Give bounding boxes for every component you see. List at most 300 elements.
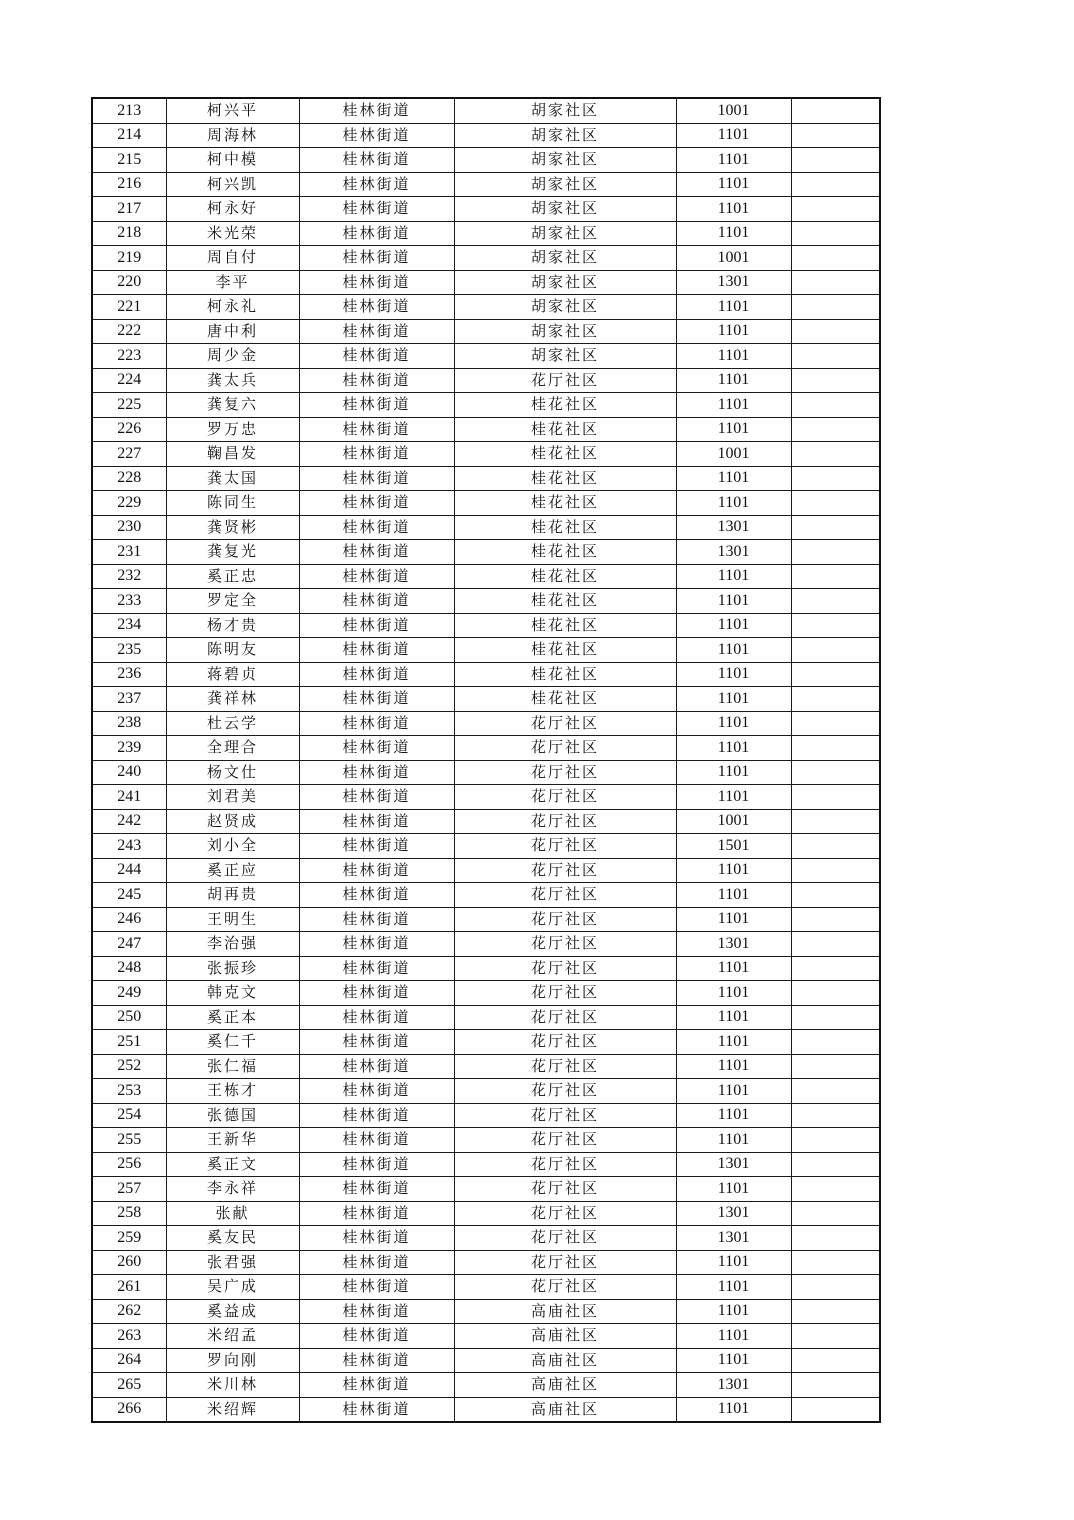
code-cell: 1101 [676, 687, 791, 712]
note-cell [791, 589, 880, 614]
person-name-cell: 米川林 [166, 1373, 299, 1398]
row-number-cell: 251 [92, 1030, 166, 1055]
community-cell: 高庙社区 [454, 1324, 676, 1349]
community-cell: 胡家社区 [454, 246, 676, 271]
table-row [92, 1054, 880, 1079]
table-row [92, 221, 880, 246]
person-name-cell: 韩克文 [166, 981, 299, 1006]
row-number-cell: 236 [92, 662, 166, 687]
table-row [92, 123, 880, 148]
row-number-cell: 215 [92, 148, 166, 173]
code-cell: 1101 [676, 711, 791, 736]
community-cell: 桂花社区 [454, 687, 676, 712]
street-cell: 桂林街道 [299, 1079, 454, 1104]
row-number-cell: 257 [92, 1177, 166, 1202]
person-name-cell: 全理合 [166, 736, 299, 761]
code-cell: 1101 [676, 1397, 791, 1422]
row-number-cell: 219 [92, 246, 166, 271]
community-cell: 花厅社区 [454, 1152, 676, 1177]
person-name-cell: 米光荣 [166, 221, 299, 246]
person-name-cell: 王栋才 [166, 1079, 299, 1104]
street-cell: 桂林街道 [299, 197, 454, 222]
note-cell [791, 319, 880, 344]
street-cell: 桂林街道 [299, 1177, 454, 1202]
street-cell: 桂林街道 [299, 1348, 454, 1373]
table-row [92, 1299, 880, 1324]
table-row [92, 1226, 880, 1251]
community-cell: 胡家社区 [454, 270, 676, 295]
row-number-cell: 264 [92, 1348, 166, 1373]
code-cell: 1101 [676, 172, 791, 197]
person-name-cell: 柯中模 [166, 148, 299, 173]
street-cell: 桂林街道 [299, 1373, 454, 1398]
note-cell [791, 907, 880, 932]
roster-table [91, 97, 881, 1423]
table-row [92, 319, 880, 344]
community-cell: 桂花社区 [454, 417, 676, 442]
community-cell: 桂花社区 [454, 491, 676, 516]
street-cell: 桂林街道 [299, 1250, 454, 1275]
note-cell [791, 809, 880, 834]
person-name-cell: 赵贤成 [166, 809, 299, 834]
table-row [92, 785, 880, 810]
person-name-cell: 龚贤彬 [166, 515, 299, 540]
table-row [92, 540, 880, 565]
note-cell [791, 393, 880, 418]
row-number-cell: 218 [92, 221, 166, 246]
code-cell: 1301 [676, 540, 791, 565]
table-row [92, 1177, 880, 1202]
row-number-cell: 216 [92, 172, 166, 197]
table-row [92, 760, 880, 785]
code-cell: 1301 [676, 1152, 791, 1177]
roster-table-body [92, 98, 880, 1422]
street-cell: 桂林街道 [299, 858, 454, 883]
table-row [92, 834, 880, 859]
note-cell [791, 785, 880, 810]
table-row [92, 956, 880, 981]
note-cell [791, 1324, 880, 1349]
row-number-cell: 259 [92, 1226, 166, 1251]
person-name-cell: 周少金 [166, 344, 299, 369]
code-cell: 1101 [676, 1299, 791, 1324]
code-cell: 1101 [676, 295, 791, 320]
table-row [92, 1152, 880, 1177]
table-row [92, 1201, 880, 1226]
community-cell: 花厅社区 [454, 1250, 676, 1275]
street-cell: 桂林街道 [299, 981, 454, 1006]
code-cell: 1101 [676, 1324, 791, 1349]
row-number-cell: 214 [92, 123, 166, 148]
note-cell [791, 1054, 880, 1079]
person-name-cell: 龚复六 [166, 393, 299, 418]
community-cell: 花厅社区 [454, 1201, 676, 1226]
street-cell: 桂林街道 [299, 295, 454, 320]
row-number-cell: 217 [92, 197, 166, 222]
code-cell: 1101 [676, 417, 791, 442]
note-cell [791, 123, 880, 148]
person-name-cell: 奚正应 [166, 858, 299, 883]
community-cell: 桂花社区 [454, 638, 676, 663]
street-cell: 桂林街道 [299, 711, 454, 736]
table-row [92, 466, 880, 491]
note-cell [791, 1226, 880, 1251]
community-cell: 花厅社区 [454, 1005, 676, 1030]
code-cell: 1101 [676, 1177, 791, 1202]
person-name-cell: 吴广成 [166, 1275, 299, 1300]
note-cell [791, 1299, 880, 1324]
code-cell: 1301 [676, 1201, 791, 1226]
person-name-cell: 杨文仕 [166, 760, 299, 785]
note-cell [791, 172, 880, 197]
code-cell: 1301 [676, 1373, 791, 1398]
table-row [92, 393, 880, 418]
note-cell [791, 246, 880, 271]
row-number-cell: 221 [92, 295, 166, 320]
community-cell: 花厅社区 [454, 785, 676, 810]
note-cell [791, 491, 880, 516]
code-cell: 1301 [676, 1226, 791, 1251]
table-row [92, 687, 880, 712]
note-cell [791, 858, 880, 883]
person-name-cell: 奚正本 [166, 1005, 299, 1030]
code-cell: 1101 [676, 736, 791, 761]
table-row [92, 907, 880, 932]
community-cell: 胡家社区 [454, 98, 676, 123]
street-cell: 桂林街道 [299, 1128, 454, 1153]
code-cell: 1101 [676, 123, 791, 148]
note-cell [791, 515, 880, 540]
row-number-cell: 232 [92, 564, 166, 589]
note-cell [791, 221, 880, 246]
person-name-cell: 胡再贵 [166, 883, 299, 908]
row-number-cell: 249 [92, 981, 166, 1006]
code-cell: 1101 [676, 1079, 791, 1104]
community-cell: 桂花社区 [454, 662, 676, 687]
table-row [92, 1373, 880, 1398]
row-number-cell: 237 [92, 687, 166, 712]
table-row [92, 148, 880, 173]
note-cell [791, 148, 880, 173]
code-cell: 1101 [676, 1054, 791, 1079]
row-number-cell: 245 [92, 883, 166, 908]
community-cell: 花厅社区 [454, 956, 676, 981]
street-cell: 桂林街道 [299, 932, 454, 957]
street-cell: 桂林街道 [299, 368, 454, 393]
community-cell: 花厅社区 [454, 1103, 676, 1128]
code-cell: 1101 [676, 613, 791, 638]
row-number-cell: 227 [92, 442, 166, 467]
person-name-cell: 奚仁千 [166, 1030, 299, 1055]
note-cell [791, 1152, 880, 1177]
street-cell: 桂林街道 [299, 1324, 454, 1349]
street-cell: 桂林街道 [299, 956, 454, 981]
code-cell: 1101 [676, 589, 791, 614]
community-cell: 胡家社区 [454, 221, 676, 246]
code-cell: 1101 [676, 1250, 791, 1275]
note-cell [791, 932, 880, 957]
street-cell: 桂林街道 [299, 1397, 454, 1422]
code-cell: 1101 [676, 760, 791, 785]
street-cell: 桂林街道 [299, 1103, 454, 1128]
note-cell [791, 834, 880, 859]
row-number-cell: 226 [92, 417, 166, 442]
person-name-cell: 杨才贵 [166, 613, 299, 638]
table-row [92, 564, 880, 589]
code-cell: 1101 [676, 883, 791, 908]
note-cell [791, 466, 880, 491]
community-cell: 花厅社区 [454, 1054, 676, 1079]
code-cell: 1101 [676, 638, 791, 663]
row-number-cell: 260 [92, 1250, 166, 1275]
code-cell: 1101 [676, 564, 791, 589]
note-cell [791, 1275, 880, 1300]
person-name-cell: 杜云学 [166, 711, 299, 736]
code-cell: 1101 [676, 1128, 791, 1153]
row-number-cell: 235 [92, 638, 166, 663]
row-number-cell: 266 [92, 1397, 166, 1422]
code-cell: 1301 [676, 515, 791, 540]
person-name-cell: 张德国 [166, 1103, 299, 1128]
note-cell [791, 295, 880, 320]
note-cell [791, 1250, 880, 1275]
code-cell: 1101 [676, 662, 791, 687]
row-number-cell: 263 [92, 1324, 166, 1349]
table-row [92, 442, 880, 467]
street-cell: 桂林街道 [299, 785, 454, 810]
table-row [92, 981, 880, 1006]
table-row [92, 736, 880, 761]
code-cell: 1501 [676, 834, 791, 859]
street-cell: 桂林街道 [299, 344, 454, 369]
row-number-cell: 229 [92, 491, 166, 516]
person-name-cell: 李平 [166, 270, 299, 295]
code-cell: 1101 [676, 1348, 791, 1373]
code-cell: 1101 [676, 148, 791, 173]
community-cell: 胡家社区 [454, 319, 676, 344]
table-row [92, 1030, 880, 1055]
row-number-cell: 233 [92, 589, 166, 614]
street-cell: 桂林街道 [299, 662, 454, 687]
street-cell: 桂林街道 [299, 1030, 454, 1055]
person-name-cell: 刘君美 [166, 785, 299, 810]
code-cell: 1101 [676, 466, 791, 491]
street-cell: 桂林街道 [299, 491, 454, 516]
street-cell: 桂林街道 [299, 98, 454, 123]
table-row [92, 1103, 880, 1128]
row-number-cell: 230 [92, 515, 166, 540]
note-cell [791, 662, 880, 687]
person-name-cell: 张君强 [166, 1250, 299, 1275]
row-number-cell: 258 [92, 1201, 166, 1226]
person-name-cell: 唐中利 [166, 319, 299, 344]
community-cell: 花厅社区 [454, 932, 676, 957]
street-cell: 桂林街道 [299, 907, 454, 932]
community-cell: 花厅社区 [454, 883, 676, 908]
code-cell: 1101 [676, 981, 791, 1006]
row-number-cell: 252 [92, 1054, 166, 1079]
code-cell: 1101 [676, 1005, 791, 1030]
community-cell: 桂花社区 [454, 540, 676, 565]
note-cell [791, 883, 880, 908]
person-name-cell: 米绍辉 [166, 1397, 299, 1422]
note-cell [791, 197, 880, 222]
community-cell: 高庙社区 [454, 1348, 676, 1373]
code-cell: 1101 [676, 221, 791, 246]
code-cell: 1101 [676, 197, 791, 222]
community-cell: 胡家社区 [454, 172, 676, 197]
table-row [92, 344, 880, 369]
community-cell: 花厅社区 [454, 907, 676, 932]
code-cell: 1101 [676, 1030, 791, 1055]
code-cell: 1301 [676, 270, 791, 295]
code-cell: 1101 [676, 785, 791, 810]
row-number-cell: 225 [92, 393, 166, 418]
code-cell: 1001 [676, 246, 791, 271]
community-cell: 桂花社区 [454, 564, 676, 589]
community-cell: 桂花社区 [454, 466, 676, 491]
person-name-cell: 柯永好 [166, 197, 299, 222]
person-name-cell: 王明生 [166, 907, 299, 932]
community-cell: 花厅社区 [454, 1128, 676, 1153]
person-name-cell: 奚正文 [166, 1152, 299, 1177]
row-number-cell: 224 [92, 368, 166, 393]
street-cell: 桂林街道 [299, 589, 454, 614]
code-cell: 1101 [676, 491, 791, 516]
street-cell: 桂林街道 [299, 1152, 454, 1177]
table-row [92, 711, 880, 736]
person-name-cell: 张振珍 [166, 956, 299, 981]
note-cell [791, 1103, 880, 1128]
row-number-cell: 220 [92, 270, 166, 295]
table-row [92, 809, 880, 834]
code-cell: 1101 [676, 956, 791, 981]
code-cell: 1101 [676, 858, 791, 883]
person-name-cell: 奚友民 [166, 1226, 299, 1251]
table-row [92, 1397, 880, 1422]
person-name-cell: 蒋碧贞 [166, 662, 299, 687]
code-cell: 1101 [676, 1103, 791, 1128]
community-cell: 胡家社区 [454, 295, 676, 320]
community-cell: 花厅社区 [454, 760, 676, 785]
row-number-cell: 234 [92, 613, 166, 638]
note-cell [791, 1348, 880, 1373]
table-row [92, 1005, 880, 1030]
street-cell: 桂林街道 [299, 613, 454, 638]
note-cell [791, 564, 880, 589]
note-cell [791, 736, 880, 761]
row-number-cell: 228 [92, 466, 166, 491]
row-number-cell: 222 [92, 319, 166, 344]
person-name-cell: 罗定全 [166, 589, 299, 614]
table-row [92, 1348, 880, 1373]
row-number-cell: 262 [92, 1299, 166, 1324]
row-number-cell: 256 [92, 1152, 166, 1177]
row-number-cell: 244 [92, 858, 166, 883]
note-cell [791, 344, 880, 369]
code-cell: 1001 [676, 809, 791, 834]
person-name-cell: 周海林 [166, 123, 299, 148]
note-cell [791, 1030, 880, 1055]
person-name-cell: 陈同生 [166, 491, 299, 516]
community-cell: 花厅社区 [454, 1226, 676, 1251]
table-row [92, 858, 880, 883]
community-cell: 花厅社区 [454, 1177, 676, 1202]
table-row [92, 1128, 880, 1153]
community-cell: 胡家社区 [454, 148, 676, 173]
street-cell: 桂林街道 [299, 883, 454, 908]
community-cell: 高庙社区 [454, 1299, 676, 1324]
row-number-cell: 241 [92, 785, 166, 810]
street-cell: 桂林街道 [299, 417, 454, 442]
note-cell [791, 1177, 880, 1202]
person-name-cell: 罗向刚 [166, 1348, 299, 1373]
row-number-cell: 254 [92, 1103, 166, 1128]
row-number-cell: 250 [92, 1005, 166, 1030]
street-cell: 桂林街道 [299, 1054, 454, 1079]
table-row [92, 1324, 880, 1349]
person-name-cell: 龚祥林 [166, 687, 299, 712]
note-cell [791, 1201, 880, 1226]
row-number-cell: 231 [92, 540, 166, 565]
street-cell: 桂林街道 [299, 638, 454, 663]
note-cell [791, 442, 880, 467]
street-cell: 桂林街道 [299, 393, 454, 418]
person-name-cell: 柯兴平 [166, 98, 299, 123]
note-cell [791, 417, 880, 442]
table-row [92, 1079, 880, 1104]
note-cell [791, 956, 880, 981]
row-number-cell: 247 [92, 932, 166, 957]
row-number-cell: 265 [92, 1373, 166, 1398]
code-cell: 1101 [676, 907, 791, 932]
note-cell [791, 270, 880, 295]
community-cell: 桂花社区 [454, 442, 676, 467]
table-row [92, 1250, 880, 1275]
street-cell: 桂林街道 [299, 1275, 454, 1300]
person-name-cell: 李治强 [166, 932, 299, 957]
person-name-cell: 张献 [166, 1201, 299, 1226]
note-cell [791, 1397, 880, 1422]
table-row [92, 491, 880, 516]
street-cell: 桂林街道 [299, 515, 454, 540]
street-cell: 桂林街道 [299, 1201, 454, 1226]
person-name-cell: 刘小全 [166, 834, 299, 859]
community-cell: 高庙社区 [454, 1373, 676, 1398]
community-cell: 桂花社区 [454, 613, 676, 638]
table-row [92, 662, 880, 687]
street-cell: 桂林街道 [299, 123, 454, 148]
person-name-cell: 鞠昌发 [166, 442, 299, 467]
street-cell: 桂林街道 [299, 442, 454, 467]
street-cell: 桂林街道 [299, 1005, 454, 1030]
person-name-cell: 陈明友 [166, 638, 299, 663]
row-number-cell: 248 [92, 956, 166, 981]
table-row [92, 98, 880, 123]
person-name-cell: 柯永礼 [166, 295, 299, 320]
table-row [92, 368, 880, 393]
row-number-cell: 243 [92, 834, 166, 859]
note-cell [791, 760, 880, 785]
person-name-cell: 柯兴凯 [166, 172, 299, 197]
table-row [92, 172, 880, 197]
community-cell: 花厅社区 [454, 858, 676, 883]
row-number-cell: 239 [92, 736, 166, 761]
row-number-cell: 246 [92, 907, 166, 932]
code-cell: 1301 [676, 932, 791, 957]
community-cell: 花厅社区 [454, 1275, 676, 1300]
table-row [92, 638, 880, 663]
